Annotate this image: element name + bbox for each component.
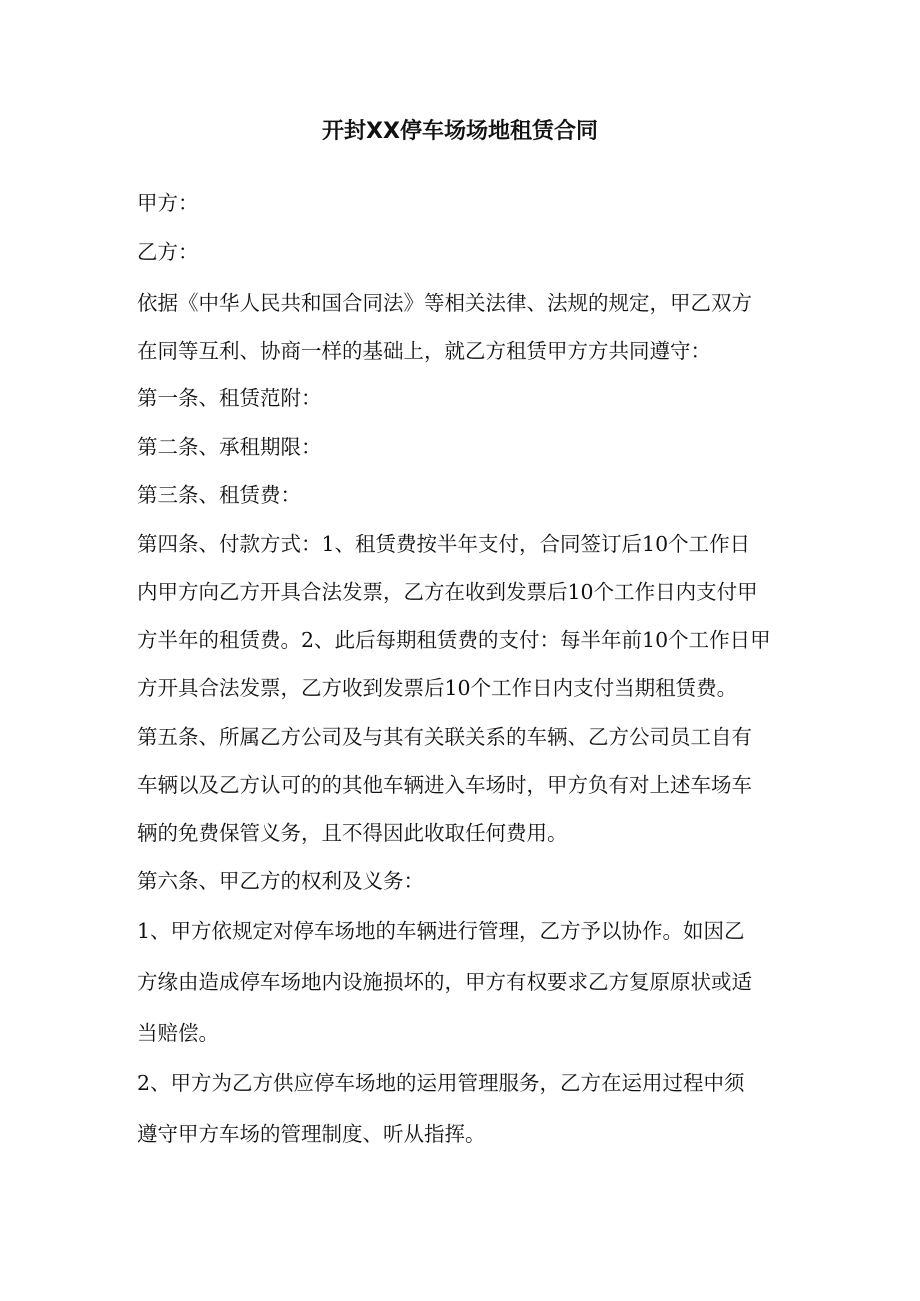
article-3: 第三条、租赁费：: [137, 483, 301, 507]
article-4-line: 内甲方向乙方开具合法发票，乙方在收到发票后10个工作日内支付甲: [137, 580, 758, 604]
preamble-line: 在同等互利、协商一样的基础上，就乙方租赁甲方方共同遵守：: [137, 339, 711, 363]
clause-1-line: 当赔偿。: [137, 1021, 219, 1045]
article-2: 第二条、承租期限：: [137, 435, 322, 459]
clause-2-line: 2、甲方为乙方供应停车场地的运用管理服务，乙方在运用过程中须: [137, 1071, 745, 1095]
party-a-label: 甲方：: [137, 191, 199, 215]
clause-1-line: 方缘由造成停车场地内设施损坏的，甲方有权要求乙方复原原状或适: [137, 970, 752, 994]
document-title: 开封XX停车场场地租赁合同: [322, 119, 598, 144]
article-5-line: 车辆以及乙方认可的的其他车辆进入车场时，甲方负有对上述车场车: [137, 773, 752, 797]
article-4-line: 方开具合法发票，乙方收到发票后10个工作日内支付当期租赁费。: [137, 676, 738, 700]
preamble-line: 依据《中华人民共和国合同法》等相关法律、法规的规定，甲乙双方: [137, 291, 752, 315]
article-4-line: 方半年的租赁费。2、此后每期租赁费的支付：每半年前10个工作日甲: [137, 628, 771, 652]
clause-2-paragraph: [137, 1064, 785, 1166]
preamble-paragraph: [137, 284, 785, 380]
article-4-line: 第四条、付款方式：1、租赁费按半年支付，合同签订后10个工作日: [137, 532, 751, 556]
article-4-paragraph: [137, 525, 785, 717]
clause-2-line: 遵守甲方车场的管理制度、听从指挥。: [137, 1122, 486, 1146]
article-5-line: 第五条、所属乙方公司及与其有关联关系的车辆、乙方公司员工自有: [137, 725, 752, 749]
party-b-label: 乙方：: [137, 240, 199, 264]
clause-1-line: 1、甲方依规定对停车场地的车辆进行管理，乙方予以协作。如因乙: [137, 919, 745, 943]
article-6: 第六条、甲乙方的权利及义务：: [137, 869, 424, 893]
article-1: 第一条、租赁范附：: [137, 386, 322, 410]
clause-1-paragraph: [137, 912, 785, 1065]
article-5-line: 辆的免费保管义务，且不得因此收取任何费用。: [137, 821, 568, 845]
article-5-paragraph: [137, 718, 785, 862]
